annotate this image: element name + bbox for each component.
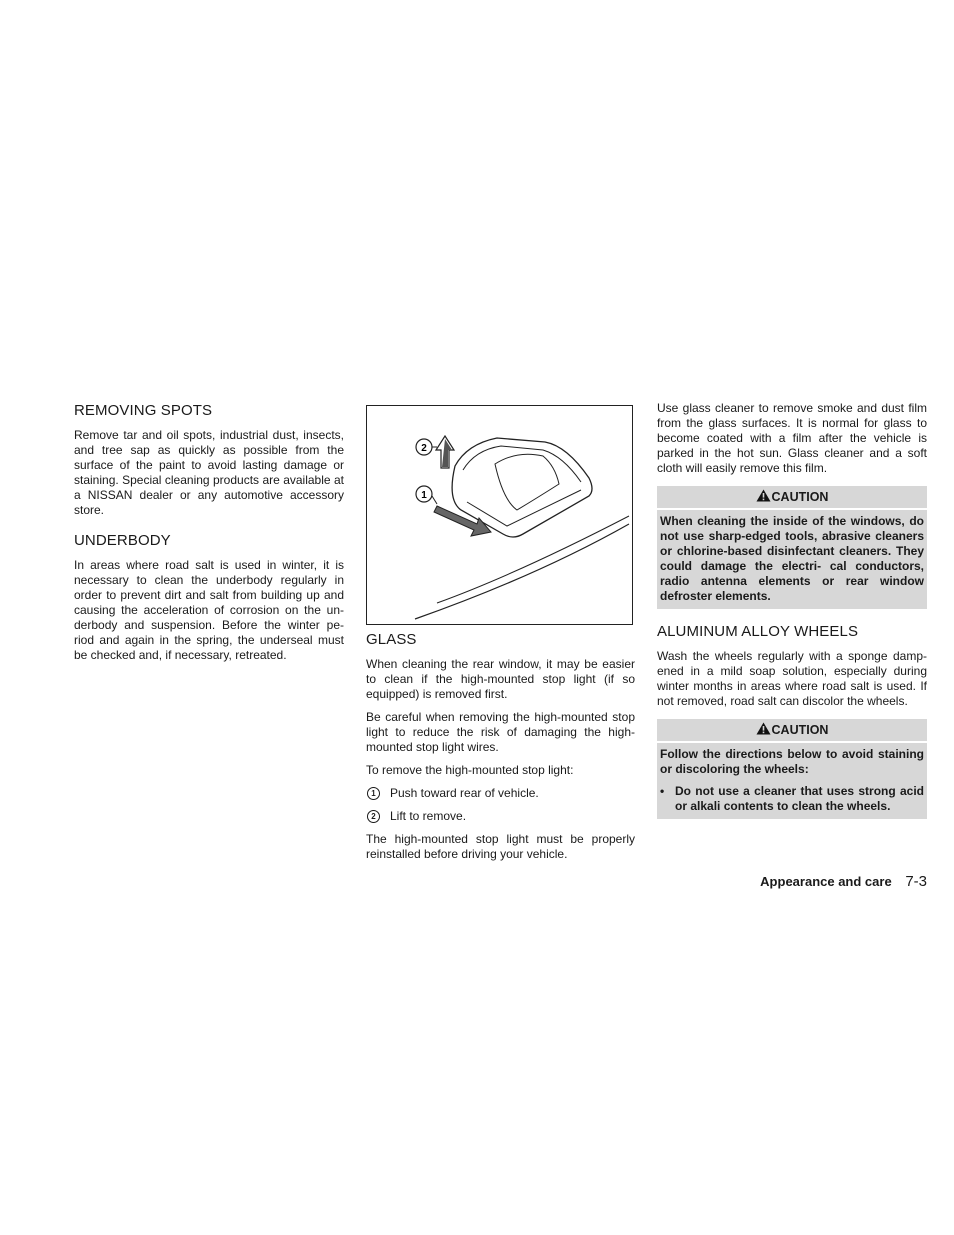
step-text: Push toward rear of vehicle. (390, 786, 539, 800)
column-3 (657, 400, 927, 833)
bullet-icon: • (660, 784, 665, 798)
stop-light-illustration (366, 405, 633, 625)
caution-text: When cleaning the inside of the windows, do not use sharp-edged tools, abrasive cleaners or chlorine-based disinfectant cleaners. They could damage the electri- cal conductors, radio antenna elements or rear window defroster elements. (660, 514, 924, 603)
column-1 (74, 400, 344, 671)
step-number: 2 (367, 810, 380, 823)
caution-body (657, 743, 927, 819)
callout-2: 2 (421, 443, 427, 454)
caution-box-windows (657, 486, 927, 609)
removing-spots-heading: REMOVING SPOTS (74, 402, 213, 419)
glass-paragraph-4: The high-mounted stop light must be properly reinstalled before driving your vehicle. (366, 832, 635, 861)
underbody-heading: UNDERBODY (74, 532, 171, 549)
step-1 (366, 786, 635, 801)
caution-header (657, 719, 927, 743)
caution-box-wheels (657, 719, 927, 819)
caution-text: Follow the directions below to avoid staining or discoloring the wheels: (660, 747, 924, 776)
warning-triangle-icon (756, 722, 771, 738)
caution-bullet (660, 784, 924, 814)
glass-cleaner-text: Use glass cleaner to remove smoke and dust film from the glass surfaces. It is normal for glass to become coated with a film after the vehicle is parked in the hot sun. Glass cleaner and a soft cloth will easily remove this film. (657, 401, 927, 475)
arrow-up-icon (436, 436, 454, 468)
page-footer (700, 873, 927, 890)
caution-body (657, 510, 927, 609)
caution-header (657, 486, 927, 510)
glass-paragraph-3: To remove the high-mounted stop light: (366, 763, 574, 777)
glass-paragraph-1: When cleaning the rear window, it may be easier to clean if the high-mounted stop light (if so equipped) is removed first. (366, 657, 635, 701)
stop-light-drawing (367, 406, 634, 626)
aluminum-wheels-heading: ALUMINUM ALLOY WHEELS (657, 623, 859, 640)
bullet-text: Do not use a cleaner that uses strong acid or alkali contents to clean the wheels. (675, 784, 924, 813)
caution-title: CAUTION (771, 490, 829, 504)
removing-spots-text: Remove tar and oil spots, industrial dust, insects, and tree sap as quickly as possible from the surface of the paint to avoid lasting damage or staining. Special cleaning products are available at a NISSAN dealer or any automotive accessory store. (74, 428, 344, 517)
step-number: 1 (367, 787, 380, 800)
underbody-text: In areas where road salt is used in winter, it is necessary to clean the underbody regularly in order to prevent dirt and salt from building up and causing the acceleration of corrosion on the un- derbody and suspension. Before the winter pe- riod and again in the spring, the underseal must be checked and, if necessary, retreated. (74, 558, 344, 662)
callout-1: 1 (421, 490, 427, 501)
aluminum-wheels-text: Wash the wheels regularly with a sponge damp- ened in a mild soap solution, especially during winter months in areas where road salt is used. If not removed, road salt can discolor the wheels. (657, 649, 927, 708)
glass-heading: GLASS (366, 631, 417, 648)
step-2 (366, 809, 635, 824)
glass-paragraph-2: Be careful when removing the high-mounted stop light to reduce the risk of damaging the high-mounted stop light wires. (366, 710, 635, 754)
caution-title: CAUTION (771, 723, 829, 737)
section-title: Appearance and care (760, 874, 892, 889)
column-2 (366, 400, 635, 870)
warning-triangle-icon (756, 489, 771, 505)
page-number: 7-3 (905, 873, 927, 890)
step-text: Lift to remove. (390, 809, 467, 823)
